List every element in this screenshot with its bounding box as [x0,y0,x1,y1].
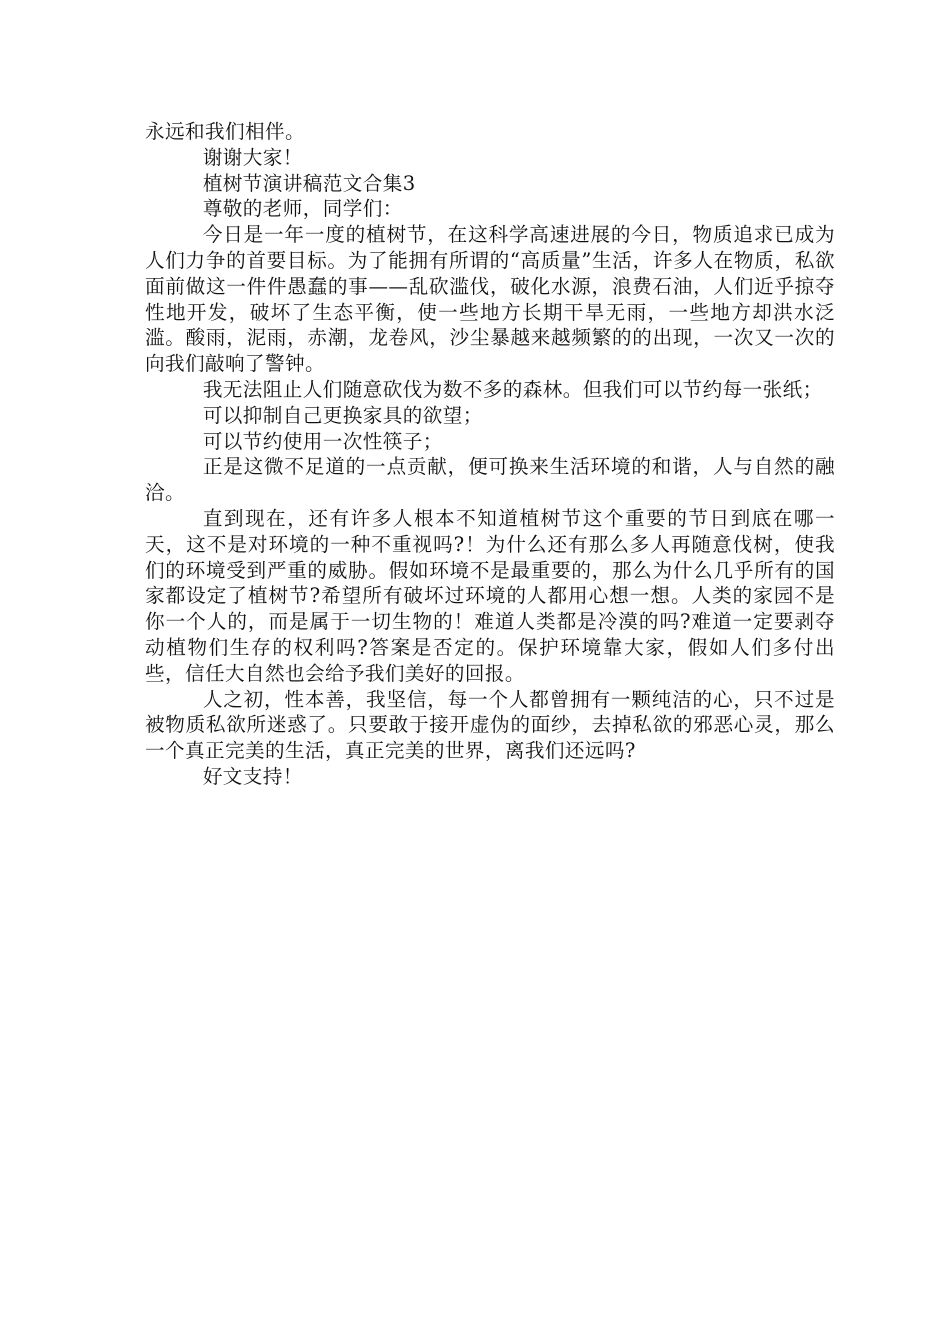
paragraph: 今日是一年一度的植树节，在这科学高速进展的今日，物质追求已成为人们力争的首要目标。为了能拥有所谓的“高质量”生活，许多人在物质，私欲面前做这一件件愚蠢的事——乱砍滥伐，破化水源，浪费石油，人们近乎掠夺性地开发，破坏了生态平衡，使一些地方长期干旱无雨，一些地方却洪水泛滥。酸雨，泥雨，赤潮，龙卷风，沙尘暴越来越频繁的的出现，一次又一次的向我们敲响了警钟。 [145,223,835,376]
paragraph: 可以节约使用一次性筷子； [202,429,443,453]
paragraph-heading: 植树节演讲稿范文合集3 [202,171,416,195]
paragraph: 正是这微不足道的一点贡献，便可换来生活环境的和谐，人与自然的融洽。 [145,455,835,505]
paragraph: 我无法阻止人们随意砍伐为数不多的森林。但我们可以节约每一张纸； [202,377,823,401]
paragraph: 直到现在，还有许多人根本不知道植树节这个重要的节日到底在哪一天，这不是对环境的一种不重视吗?！为什么还有那么多人再随意伐树，使我们的环境受到严重的威胁。假如环境不是最重要的，那么为什么几乎所有的国家都设定了植树节?希望所有破坏过环境的人都用心想一想。人类的家园不是你一个人的，而是属于一切生物的！难道人类都是冷漠的吗?难道一定要剥夺动植物们生存的权利吗?答案是否定的。保护环境靠大家，假如人们多付出些，信任大自然也会给予我们美好的回报。 [145,506,835,685]
paragraph: 可以抑制自己更换家具的欲望； [202,403,483,427]
paragraph-thanks: 谢谢大家！ [202,145,303,169]
paragraph-closing: 好文支持！ [202,764,303,788]
paragraph: 人之初，性本善，我坚信，每一个人都曾拥有一颗纯洁的心，只不过是被物质私欲所迷惑了。只要敢于接开虚伪的面纱，去掉私欲的邪恶心灵，那么一个真正完美的生活，真正完美的世界，离我们还远吗? [145,687,835,763]
paragraph-continuation: 永远和我们相伴。 [145,120,305,143]
paragraph-salutation: 尊敬的老师，同学们： [202,197,403,221]
document-body [145,119,835,790]
